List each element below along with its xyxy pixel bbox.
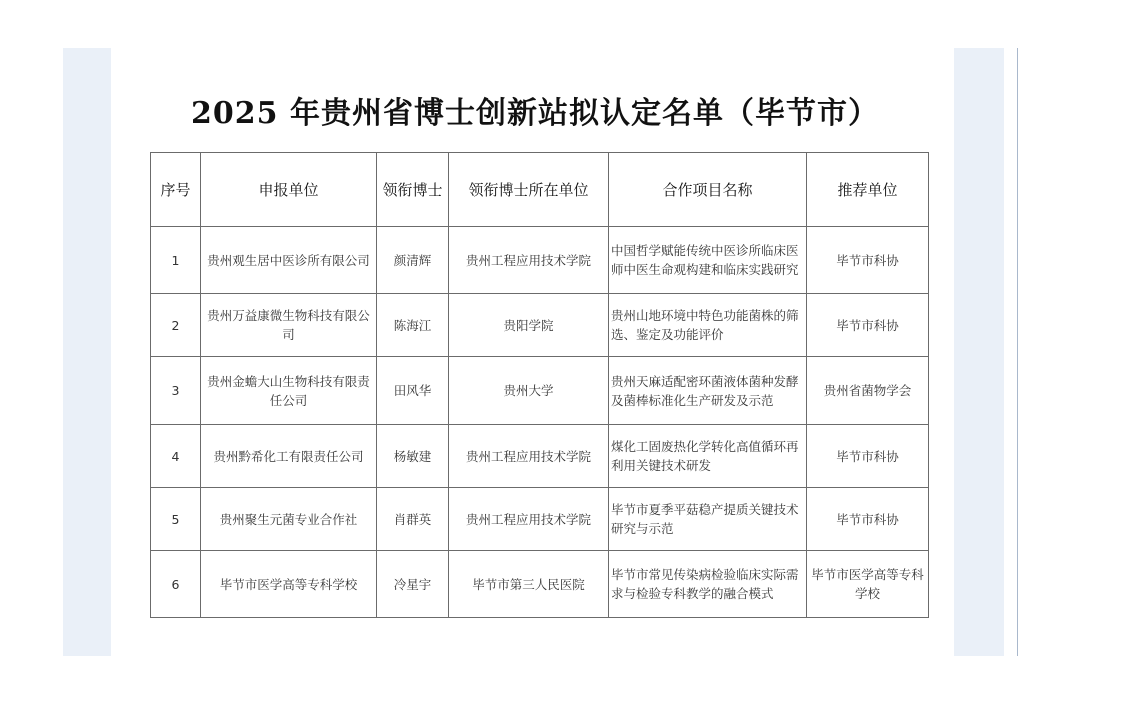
cell-project: 毕节市常见传染病检验临床实际需求与检验专科教学的融合模式 [609, 551, 807, 618]
header-doctor-unit: 领衔博士所在单位 [449, 153, 609, 227]
cell-index: 4 [151, 425, 201, 488]
cell-index: 5 [151, 488, 201, 551]
table-row [151, 357, 929, 425]
cell-recommender: 毕节市科协 [807, 294, 929, 357]
cell-doctor-unit: 贵州工程应用技术学院 [449, 425, 609, 488]
cell-recommender: 毕节市医学高等专科学校 [807, 551, 929, 618]
cell-doctor: 田风华 [377, 357, 449, 425]
cell-project: 煤化工固废热化学转化高值循环再利用关键技术研发 [609, 425, 807, 488]
cell-doctor: 颜清辉 [377, 227, 449, 294]
cell-recommender: 毕节市科协 [807, 425, 929, 488]
table-row [151, 227, 929, 294]
cell-applicant: 贵州黔希化工有限责任公司 [201, 425, 377, 488]
cell-project: 贵州山地环境中特色功能菌株的筛选、鉴定及功能评价 [609, 294, 807, 357]
roster-table [150, 152, 929, 618]
cell-applicant: 贵州聚生元菌专业合作社 [201, 488, 377, 551]
cell-doctor-unit: 贵州工程应用技术学院 [449, 227, 609, 294]
cell-applicant: 贵州观生居中医诊所有限公司 [201, 227, 377, 294]
cell-doctor: 冷星宇 [377, 551, 449, 618]
cell-recommender: 毕节市科协 [807, 488, 929, 551]
cell-doctor-unit: 贵阳学院 [449, 294, 609, 357]
cell-doctor-unit: 毕节市第三人民医院 [449, 551, 609, 618]
cell-project: 中国哲学赋能传统中医诊所临床医师中医生命观构建和临床实践研究 [609, 227, 807, 294]
cell-doctor-unit: 贵州工程应用技术学院 [449, 488, 609, 551]
table-row [151, 488, 929, 551]
cell-applicant: 贵州金蟾大山生物科技有限责任公司 [201, 357, 377, 425]
cell-recommender: 贵州省菌物学会 [807, 357, 929, 425]
cell-doctor: 杨敏建 [377, 425, 449, 488]
header-recommender: 推荐单位 [807, 153, 929, 227]
table-row [151, 425, 929, 488]
header-doctor: 领衔博士 [377, 153, 449, 227]
cell-applicant: 毕节市医学高等专科学校 [201, 551, 377, 618]
cell-doctor: 肖群英 [377, 488, 449, 551]
header-project: 合作项目名称 [609, 153, 807, 227]
cell-doctor-unit: 贵州大学 [449, 357, 609, 425]
cell-index: 6 [151, 551, 201, 618]
table-row [151, 551, 929, 618]
cell-project: 贵州天麻适配密环菌液体菌种发酵及菌棒标准化生产研发及示范 [609, 357, 807, 425]
cell-index: 1 [151, 227, 201, 294]
header-applicant: 申报单位 [201, 153, 377, 227]
cell-index: 2 [151, 294, 201, 357]
header-index: 序号 [151, 153, 201, 227]
cell-project: 毕节市夏季平菇稳产提质关键技术研究与示范 [609, 488, 807, 551]
cell-doctor: 陈海江 [377, 294, 449, 357]
table-header-row [151, 153, 929, 227]
cell-applicant: 贵州万益康微生物科技有限公司 [201, 294, 377, 357]
document-title: 2025 年贵州省博士创新站拟认定名单（毕节市） [191, 96, 879, 131]
viewer-edge-rule [1017, 48, 1018, 656]
cell-index: 3 [151, 357, 201, 425]
cell-recommender: 毕节市科协 [807, 227, 929, 294]
table-row [151, 294, 929, 357]
